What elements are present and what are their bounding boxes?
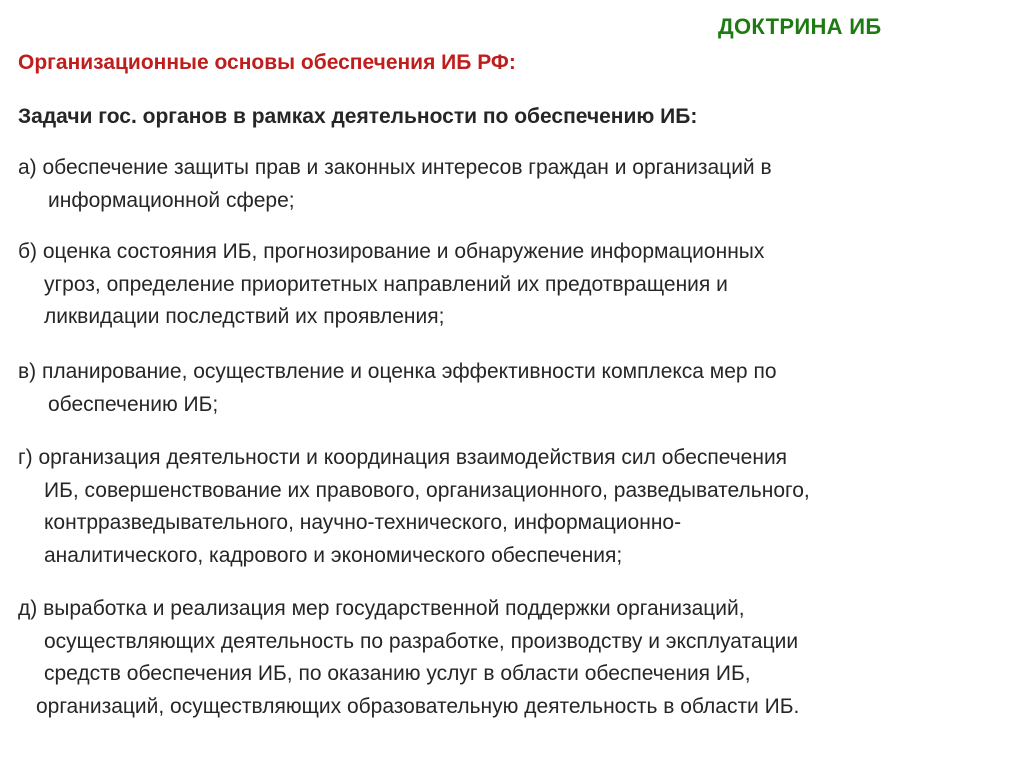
list-item-line: а) обеспечение защиты прав и законных интересов граждан и организаций в [18,156,772,179]
list-item-e [18,593,1008,723]
list-item-line: информационной сфере; [48,188,295,212]
list-item-line: средств обеспечения ИБ, по оказанию услуг в области обеспечения ИБ, [44,662,751,685]
list-item-line: контрразведывательного, научно-технического, информационно- [44,511,682,534]
list-item-line: осуществляющих деятельность по разработке, производству и эксплуатации [44,629,799,653]
list-item-a [18,152,1008,217]
list-item-line: аналитического, кадрового и экономического обеспечения; [44,543,623,567]
list-item-line: в) планирование, осуществление и оценка эффективности комплекса мер по [18,360,777,383]
list-item-d [18,442,1008,572]
list-item-line: д) выработка и реализация мер государственной поддержки организаций, [18,597,745,620]
slide-badge: ДОКТРИНА ИБ [718,14,882,39]
list-item-line: угроз, определение приоритетных направлений их предотвращения и [44,272,728,296]
section-heading: Задачи гос. органов в рамках деятельности по обеспечению ИБ: [18,105,698,128]
list-item-line: г) организация деятельности и координация взаимодействия сил обеспечения [18,446,788,469]
list-item-line: ликвидации последствий их проявления; [44,305,445,328]
list-item-line: обеспечению ИБ; [48,392,219,416]
list-item-line: организаций, осуществляющих образовательную деятельность в области ИБ. [36,694,800,718]
slide-subtitle: Организационные основы обеспечения ИБ РФ: [18,51,516,74]
list-item-line: ИБ, совершенствование их правового, организационного, разведывательного, [44,478,810,502]
list-item-c [18,356,1008,421]
list-item-line: б) оценка состояния ИБ, прогнозирование и обнаружение информационных [18,240,765,263]
list-item-b [18,236,1008,334]
